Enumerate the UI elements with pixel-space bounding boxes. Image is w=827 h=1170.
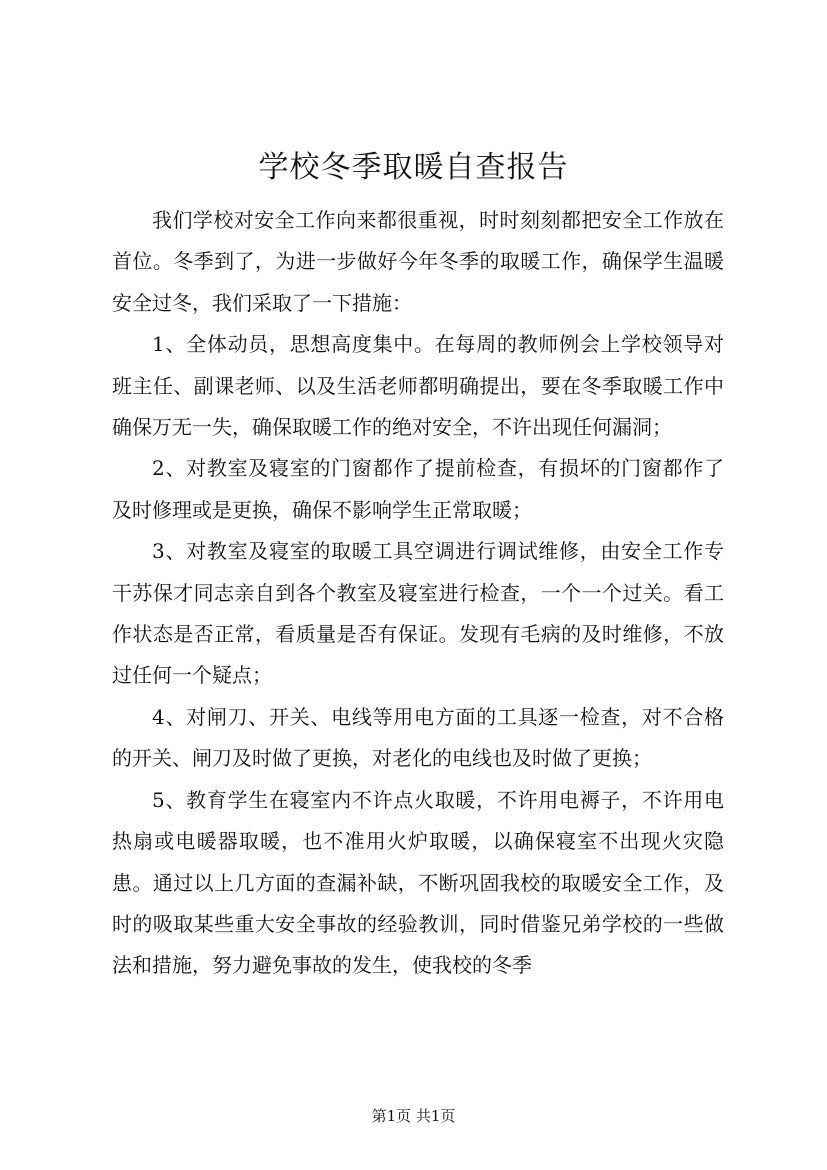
document-title: 学校冬季取暖自查报告 <box>258 150 569 185</box>
page-footer: 第1页 共1页 <box>371 1107 456 1125</box>
paragraph-item-5: 5、教育学生在寝室内不许点火取暖，不许用电褥子，不许用电热扇或电暖器取暖，也不准用火炉取暖，以确保寝室不出现火灾隐患。通过以上几方面的查漏补缺，不断巩固我校的取暖安全工作，及时的吸取某些重大安全事故的经验教训，同时借鉴兄弟学校的一些做法和措施，努力避免事故的发生，使我校的冬季 <box>112 787 724 978</box>
paragraph-item-3: 3、对教室及寝室的取暖工具空调进行调试维修，由安全工作专干苏保才同志亲自到各个教室及寝室进行检查，一个一个过关。看工作状态是否正常，看质量是否有保证。发现有毛病的及时维修，不放过任何一个疑点； <box>112 539 724 688</box>
document-body <box>112 200 724 987</box>
paragraph-item-2: 2、对教室及寝室的门窗都作了提前检查，有损坏的门窗都作了及时修理或是更换，确保不影响学生正常取暖； <box>112 456 724 522</box>
paragraph-item-1: 1、全体动员，思想高度集中。在每周的教师例会上学校领导对班主任、副课老师、以及生活老师都明确提出，要在冬季取暖工作中确保万无一失，确保取暖工作的绝对安全，不许出现任何漏洞； <box>112 332 724 440</box>
paragraph-intro: 我们学校对安全工作向来都很重视，时时刻刻都把安全工作放在首位。冬季到了，为进一步做好今年冬季的取暖工作，确保学生温暖安全过冬，我们采取了一下措施： <box>112 208 724 315</box>
paragraph-item-4: 4、对闸刀、开关、电线等用电方面的工具逐一检查，对不合格的开关、闸刀及时做了更换，对老化的电线也及时做了更换； <box>112 704 724 771</box>
